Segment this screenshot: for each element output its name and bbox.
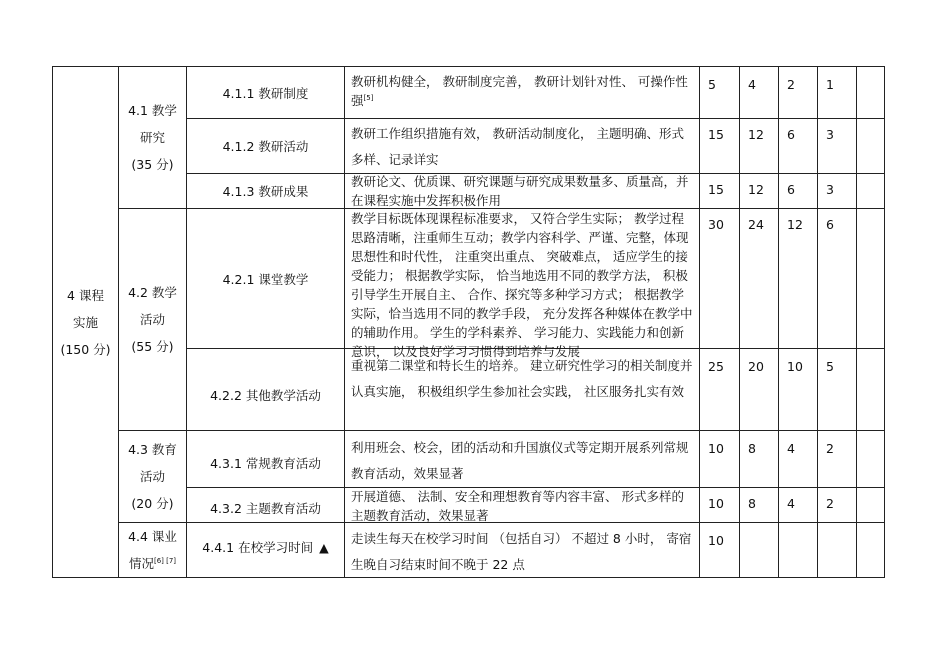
score-cell: 30 xyxy=(708,217,724,232)
item-label: 4.3.2 主题教育活动 xyxy=(210,501,321,516)
score-cell: 10 xyxy=(708,441,724,456)
section-cell xyxy=(119,209,186,430)
grid-line xyxy=(856,66,857,578)
score-cell: 3 xyxy=(826,182,834,197)
score-cell: 10 xyxy=(787,359,803,374)
item-cell xyxy=(187,119,344,173)
category-line-2: 实施 xyxy=(72,314,98,330)
item-label: 4.1.1 教研制度 xyxy=(222,85,309,101)
item-cell xyxy=(187,209,344,348)
score-cell: 5 xyxy=(826,359,834,374)
section-line-2: 活动 xyxy=(139,469,165,484)
section-cell xyxy=(119,67,186,208)
item-cell xyxy=(187,174,344,208)
description-cell xyxy=(345,487,699,522)
description-cell xyxy=(345,209,699,359)
description-text: 重视第二课堂和特长生的培养。 建立研究性学习的相关制度并认真实施， 积极组织学生参加社会实践， 社区服务扎实有效 xyxy=(351,358,693,399)
score-cell: 12 xyxy=(748,182,764,197)
description-cell xyxy=(345,435,699,487)
item-cell xyxy=(187,67,344,118)
citation-superscript: [5] xyxy=(363,93,374,102)
description-text: 教研论文、优质课、研究课题与研究成果数量多、质量高，并在课程实施中发挥积极作用 xyxy=(351,174,689,208)
score-cell: 12 xyxy=(748,127,764,142)
description-cell xyxy=(345,121,699,173)
description-text: 教学目标既体现课程标准要求， 又符合学生实际； 教学过程思路清晰，注重师生互动；教学内容科学、严谨、完整，体现思想性和时代性， 注重突出重点、 突破难点， 适应学生的接受能力； 根据教学实际， 恰当地选用不同的教学方法， 积极引导学生开展自主、 合作、探究等多种学习方式； 根据教学实际，恰当选用不同的教学手段， 充分发挥各种媒体在教学中的辅助作用。 学生的学科素养、 学习能力、实践能力和创新意识， 以及良好学习习惯得到培养与发展 xyxy=(351,211,693,359)
score-cell: 10 xyxy=(708,496,724,511)
item-label: 4.2.2 其他教学活动 xyxy=(210,387,321,403)
score-cell: 2 xyxy=(826,441,834,456)
score-cell: 8 xyxy=(748,441,756,456)
section-line-1: 4.3 教育 xyxy=(128,442,177,457)
item-label: 4.1.3 教研成果 xyxy=(222,184,309,199)
item-label: 4.4.1 在校学习时间 xyxy=(202,540,314,555)
category-line-1: 4 课程 xyxy=(67,287,104,303)
score-cell: 6 xyxy=(787,182,795,197)
item-label: 4.2.1 课堂教学 xyxy=(222,271,309,287)
score-cell: 24 xyxy=(748,217,764,232)
grid-line xyxy=(884,66,885,578)
score-cell: 15 xyxy=(708,127,724,142)
section-cell xyxy=(119,431,186,522)
item-label: 4.1.2 教研活动 xyxy=(222,139,309,154)
category-cell xyxy=(53,67,118,577)
item-cell xyxy=(187,488,344,522)
description-cell xyxy=(345,72,699,118)
item-label: 4.3.1 常规教育活动 xyxy=(210,456,321,471)
description-text: 教研机构健全， 教研制度完善， 教研计划针对性、 可操作性强 xyxy=(351,74,688,108)
score-cell: 6 xyxy=(826,217,834,232)
section-line-1: 4.2 教学 xyxy=(128,285,177,300)
citation-superscript: [6] [7] xyxy=(153,556,177,565)
category-line-3: (150 分) xyxy=(60,341,111,357)
score-cell: 10 xyxy=(708,533,724,548)
section-line-2: 情况[6] [7] xyxy=(128,556,177,571)
section-line-1: 4.4 课业 xyxy=(128,529,177,544)
score-cell: 4 xyxy=(748,77,756,92)
description-cell xyxy=(345,172,699,208)
score-cell: 6 xyxy=(787,127,795,142)
score-cell: 15 xyxy=(708,182,724,197)
triangle-marker-icon: ▲ xyxy=(319,539,329,555)
section-line-2: 活动 xyxy=(139,312,165,327)
description-text: 利用班会、校会，团的活动和升国旗仪式等定期开展系列常规教育活动，效果显著 xyxy=(351,440,689,481)
section-line-3: (55 分) xyxy=(131,339,174,354)
description-cell xyxy=(345,526,699,577)
score-cell: 5 xyxy=(708,77,716,92)
section-line-3: (20 分) xyxy=(131,496,174,511)
score-cell: 1 xyxy=(826,77,834,92)
item-cell xyxy=(187,349,344,430)
score-cell: 3 xyxy=(826,127,834,142)
section-line-3: (35 分) xyxy=(131,157,174,172)
score-cell: 8 xyxy=(748,496,756,511)
score-cell: 2 xyxy=(787,77,795,92)
description-cell xyxy=(345,353,699,430)
score-cell: 25 xyxy=(708,359,724,374)
score-cell: 4 xyxy=(787,496,795,511)
score-cell: 12 xyxy=(787,217,803,232)
score-cell: 20 xyxy=(748,359,764,374)
description-text: 教研工作组织措施有效， 教研活动制度化， 主题明确、形式多样、记录详实 xyxy=(351,126,684,167)
section-line-1: 4.1 教学 xyxy=(128,103,177,118)
description-text: 开展道德、 法制、安全和理想教育等内容丰富、 形式多样的主题教育活动，效果显著 xyxy=(351,489,684,523)
item-cell xyxy=(187,431,344,487)
section-line-2: 研究 xyxy=(139,130,165,145)
score-cell: 2 xyxy=(826,496,834,511)
item-cell xyxy=(187,523,344,577)
section-cell xyxy=(119,523,186,577)
description-text: 走读生每天在校学习时间 （包括自习） 不超过 8 小时， 寄宿生晚自习结束时间不晚于 22 点 xyxy=(351,531,692,572)
score-cell: 4 xyxy=(787,441,795,456)
